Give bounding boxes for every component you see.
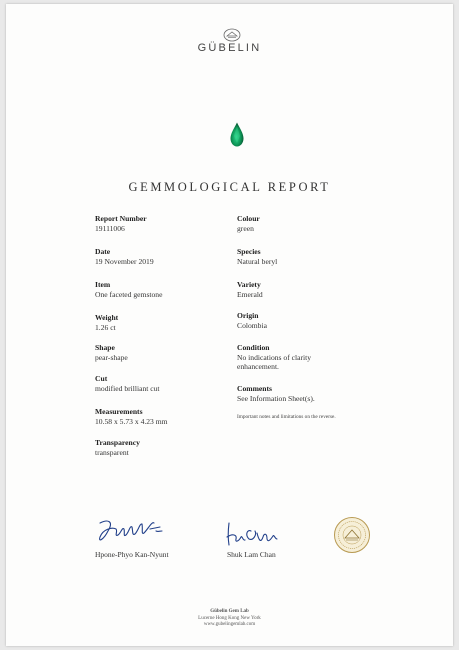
field-label: Report Number xyxy=(95,214,147,223)
field-label: Origin xyxy=(237,311,259,320)
field-colour xyxy=(237,214,260,233)
report-title: GEMMOLOGICAL REPORT xyxy=(128,180,331,194)
field-label: Comments xyxy=(237,384,273,393)
field-transparency xyxy=(95,438,140,457)
report-sheet xyxy=(6,4,453,646)
field-value: No indications of clarity xyxy=(237,352,312,362)
footer-website: www.gubelingemlab.com xyxy=(203,622,256,627)
footer-cities: Lucerne Hong Kong New York xyxy=(198,615,261,621)
footer xyxy=(6,609,453,629)
field-cut xyxy=(95,374,160,393)
field-label: Variety xyxy=(237,280,261,289)
limitations-note: Important notes and limitations on the reverse. xyxy=(237,414,336,420)
field-value: Natural beryl xyxy=(237,256,278,266)
field-date xyxy=(95,247,154,266)
field-measurements xyxy=(95,407,168,426)
field-value-line2: enhancement. xyxy=(237,362,279,371)
signatory-1-name: Hpone-Phyo Kan-Nyunt xyxy=(95,550,169,559)
field-report-number xyxy=(95,214,147,233)
gemstone-image xyxy=(230,122,244,147)
field-label: Cut xyxy=(95,374,108,383)
field-label: Species xyxy=(237,247,261,256)
field-value: 10.58 x 5.73 x 4.23 mm xyxy=(95,416,168,426)
field-label: Item xyxy=(95,280,111,289)
footer-lab-name: Gübelin Gem Lab xyxy=(210,609,249,614)
field-shape xyxy=(95,343,128,362)
field-value: One faceted gemstone xyxy=(95,289,163,299)
gubelin-seal-stamp xyxy=(333,516,371,554)
field-value: Emerald xyxy=(237,289,263,299)
field-weight xyxy=(95,313,118,332)
field-label: Weight xyxy=(95,313,119,322)
signatory-2-name: Shuk Lam Chan xyxy=(227,550,276,559)
field-label: Colour xyxy=(237,214,260,223)
field-label: Measurements xyxy=(95,407,143,416)
field-value: See Information Sheet(s). xyxy=(237,393,315,403)
field-value: pear-shape xyxy=(95,352,128,362)
signature-1-image xyxy=(94,517,170,547)
gubelin-logo-icon xyxy=(223,28,241,42)
field-value: green xyxy=(237,223,254,233)
field-value: 1.26 ct xyxy=(95,322,116,332)
field-label: Condition xyxy=(237,343,270,352)
field-label: Transparency xyxy=(95,438,140,447)
field-condition xyxy=(237,343,311,372)
field-item xyxy=(95,280,162,299)
field-value: modified brilliant cut xyxy=(95,383,160,393)
brand-name: GÜBELIN xyxy=(197,42,262,54)
field-label: Shape xyxy=(95,343,115,352)
field-origin xyxy=(237,311,267,330)
field-variety xyxy=(237,280,263,299)
field-value: 19111006 xyxy=(95,223,125,233)
field-species xyxy=(237,247,277,266)
signature-2-image xyxy=(219,519,289,549)
field-value: 19 November 2019 xyxy=(95,256,154,266)
field-value: transparent xyxy=(95,447,129,457)
field-comments xyxy=(237,384,315,403)
field-label: Date xyxy=(95,247,111,256)
field-value: Colombia xyxy=(237,320,267,330)
